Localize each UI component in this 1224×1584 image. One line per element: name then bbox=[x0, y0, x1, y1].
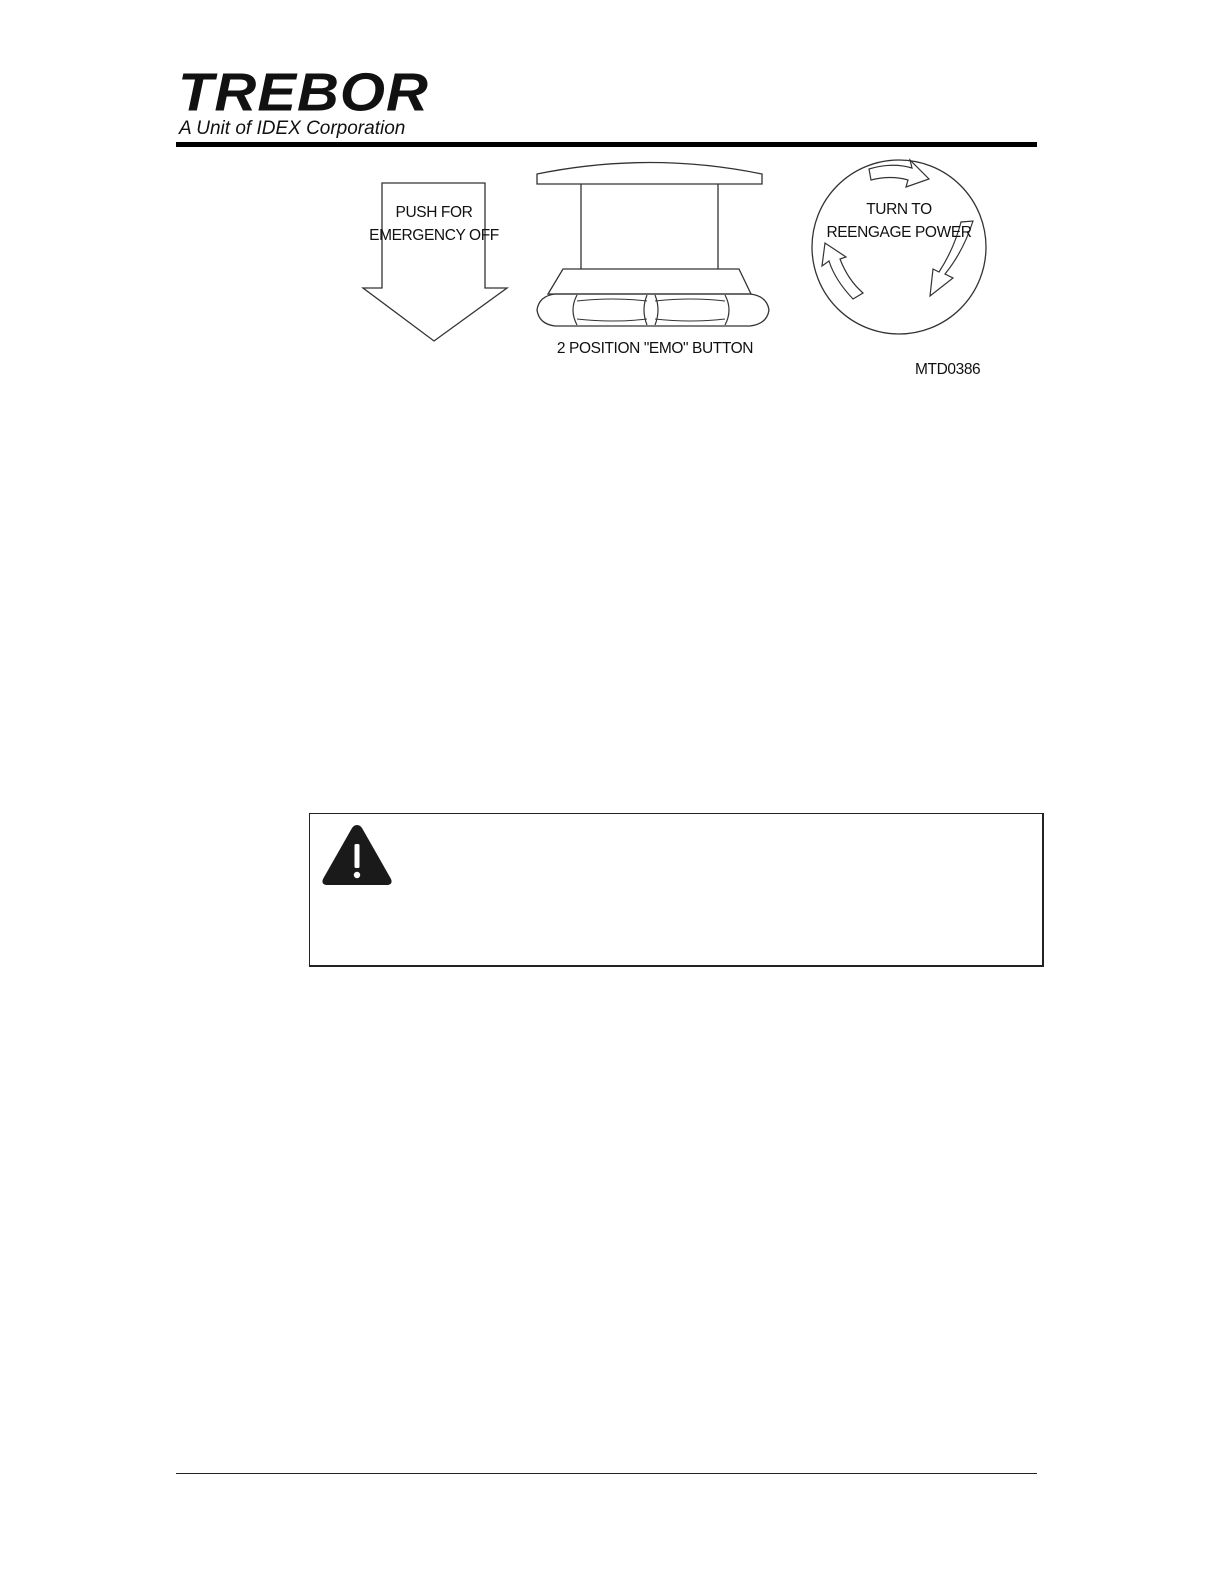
turn-label-line2: REENGAGE POWER bbox=[826, 224, 972, 241]
turn-label bbox=[819, 198, 979, 244]
push-label-line1: PUSH FOR bbox=[395, 204, 473, 221]
warning-triangle-icon bbox=[320, 822, 394, 888]
header-rule bbox=[176, 142, 1037, 147]
turn-circle bbox=[812, 160, 986, 334]
turn-arrow-left bbox=[822, 243, 863, 299]
emo-button-figure bbox=[355, 155, 1005, 387]
push-label-line2: EMERGENCY OFF bbox=[369, 227, 499, 244]
button-cap bbox=[537, 163, 762, 185]
push-label bbox=[359, 201, 509, 247]
warning-box bbox=[309, 813, 1044, 967]
trebor-logo bbox=[176, 62, 436, 140]
button-hex-nut bbox=[537, 294, 769, 326]
logo-subtitle: A Unit of IDEX Corporation bbox=[179, 118, 406, 139]
figure-caption: 2 POSITION "EMO" BUTTON bbox=[556, 340, 754, 357]
logo-wordmark: TREBOR bbox=[178, 62, 429, 123]
footer-rule bbox=[176, 1473, 1037, 1474]
turn-label-line1: TURN TO bbox=[866, 201, 932, 218]
figure-id: MTD0386 bbox=[915, 361, 981, 378]
button-collar bbox=[548, 269, 751, 294]
turn-arrow-top bbox=[869, 160, 929, 187]
